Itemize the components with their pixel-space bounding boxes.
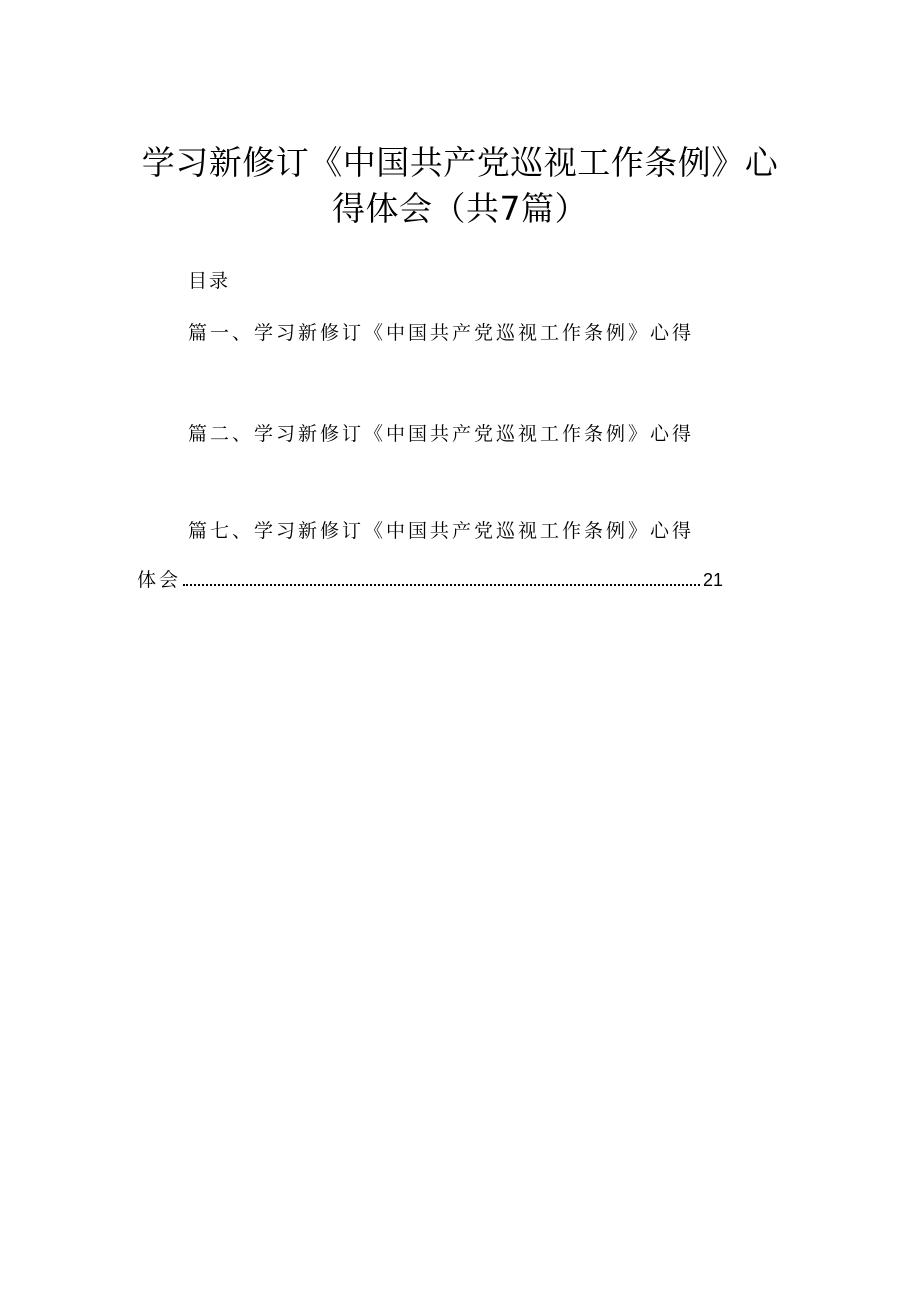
document-title-line-1: 学习新修订《中国共产党巡视工作条例》心 <box>141 143 779 182</box>
toc-leader-dots <box>183 584 700 586</box>
document-title-line-2: 得体会（共7篇） <box>332 189 588 228</box>
toc-entry-1[interactable]: 篇一、学习新修订《中国共产党巡视工作条例》心得 <box>188 322 695 344</box>
toc-entry-2[interactable]: 篇二、学习新修订《中国共产党巡视工作条例》心得 <box>188 423 695 445</box>
toc-entry-3-continuation[interactable] <box>137 565 723 595</box>
toc-entry-3-page-number: 21 <box>702 570 723 590</box>
toc-entry-3-continuation-text: 体会 <box>137 569 182 591</box>
toc-heading: 目录 <box>188 270 231 292</box>
toc-entry-3[interactable]: 篇七、学习新修订《中国共产党巡视工作条例》心得 <box>188 520 695 542</box>
